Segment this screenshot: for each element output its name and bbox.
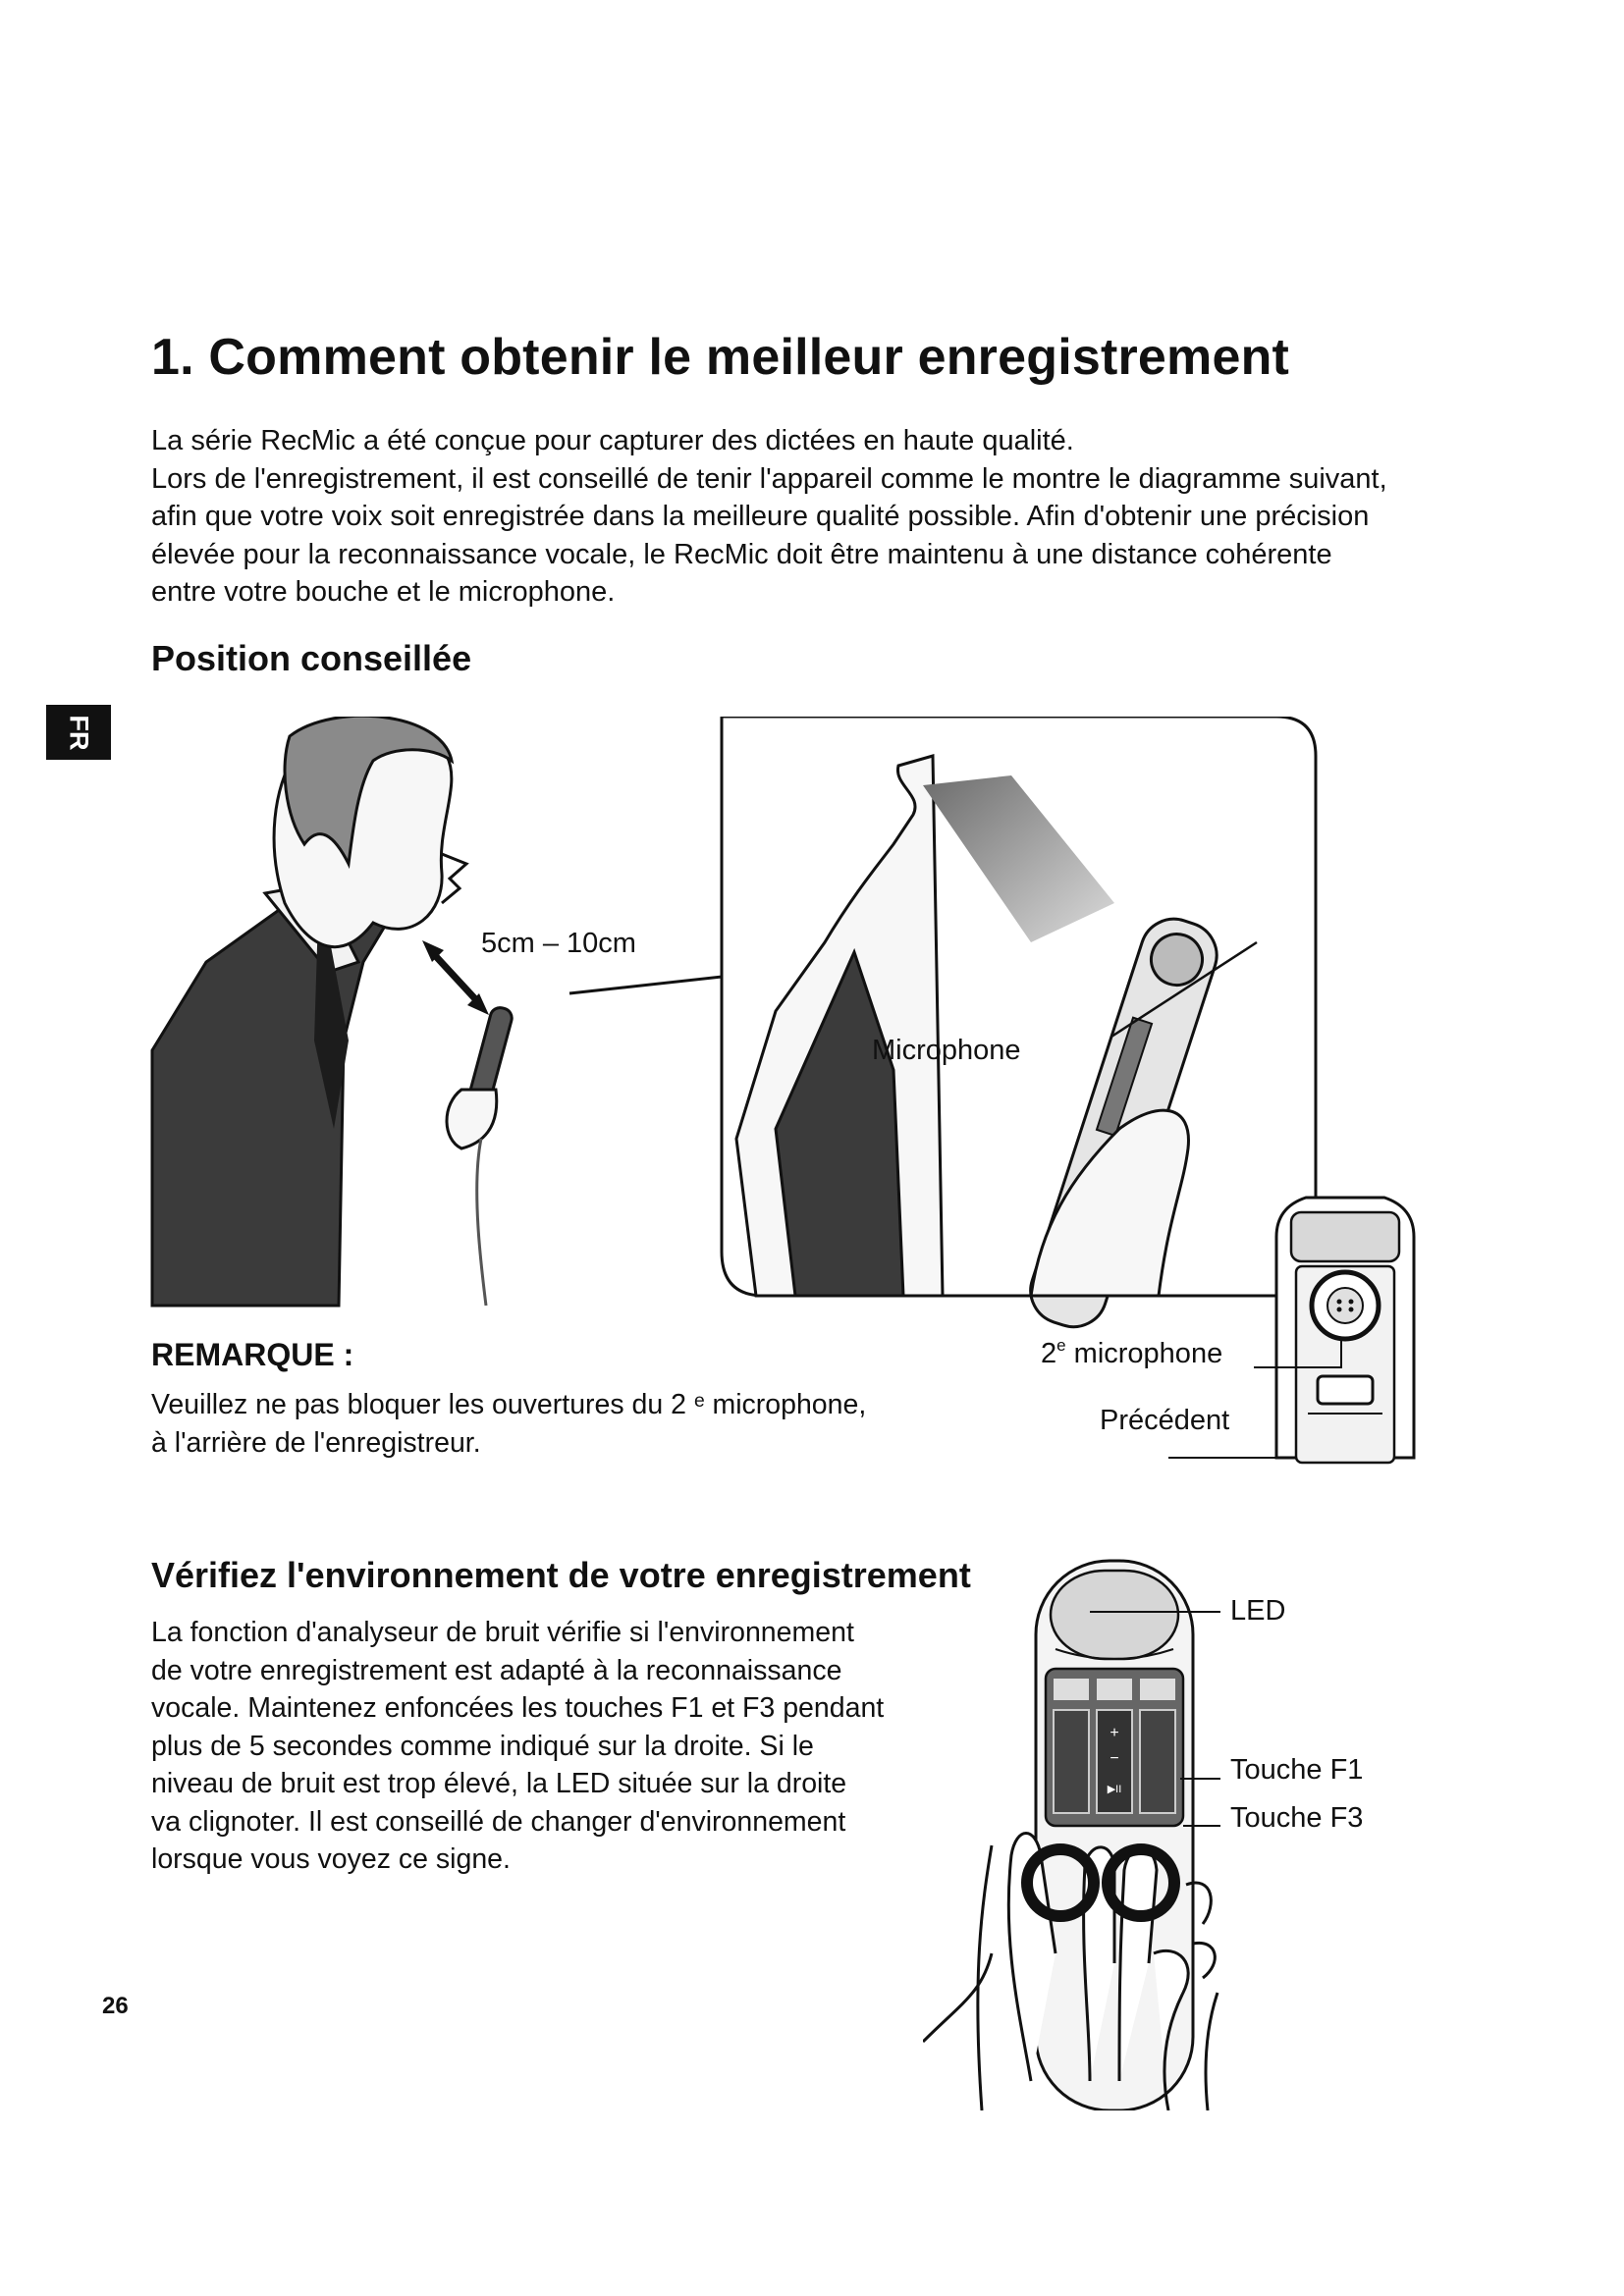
f3-label: Touche F3 — [1230, 1802, 1364, 1834]
environment-line: va clignoter. Il est conseillé de changer d'environnement — [151, 1805, 846, 1838]
environment-line: niveau de bruit est trop élevé, la LED située sur la droite — [151, 1768, 847, 1799]
page-number: 26 — [102, 1993, 129, 2019]
led-label: LED — [1230, 1595, 1286, 1627]
person-illustration — [152, 717, 514, 1306]
intro-line: Lors de l'enregistrement, il est conseillé de tenir l'appareil comme le montre le diagramme suivant, — [151, 462, 1387, 495]
environment-heading: Vérifiez l'environnement de votre enregistrement — [151, 1555, 971, 1595]
second-microphone-label: 2e microphone — [1041, 1336, 1223, 1369]
environment-line: vocale. Maintenez enfoncées les touches F1 et F3 pendant — [151, 1692, 885, 1724]
distance-label: 5cm – 10cm — [481, 928, 636, 959]
remark-body — [151, 1386, 866, 1463]
intro-line: entre votre bouche et le microphone. — [151, 576, 616, 608]
intro-line: afin que votre voix soit enregistrée dans la meilleure qualité possible. Afin d'obtenir une précision — [151, 501, 1370, 532]
page-title: 1. Comment obtenir le meilleur enregistrement — [151, 329, 1290, 386]
remark-title: REMARQUE : — [151, 1337, 354, 1372]
remark-line: à l'arrière de l'enregistreur. — [151, 1427, 481, 1459]
f1-label: Touche F1 — [1230, 1754, 1364, 1786]
environment-line: plus de 5 secondes comme indiqué sur la droite. Si le — [151, 1730, 814, 1762]
environment-line: de votre enregistrement est adapté à la reconnaissance — [151, 1654, 842, 1686]
svg-text:▶II: ▶II — [1107, 1784, 1122, 1795]
position-heading: Position conseillée — [151, 638, 472, 678]
remark-line: Veuillez ne pas bloquer les ouvertures du 2 ᵉ microphone, — [151, 1389, 867, 1420]
intro-line: élevée pour la reconnaissance vocale, le RecMic doit être maintenu à une distance cohérente — [151, 538, 1332, 570]
svg-text:+: + — [1110, 1725, 1119, 1741]
environment-line: lorsque vous voyez ce signe. — [151, 1843, 511, 1875]
language-tab-label: FR — [64, 715, 94, 750]
intro-paragraph — [151, 422, 1387, 612]
environment-paragraph — [151, 1614, 884, 1879]
closeup-panel — [722, 717, 1316, 1335]
svg-text:−: − — [1110, 1750, 1119, 1767]
distance-arrow — [422, 940, 489, 1015]
environment-line: La fonction d'analyseur de bruit vérifie si l'environnement — [151, 1617, 854, 1648]
intro-line: La série RecMic a été conçue pour capturer des dictées en haute qualité. — [151, 425, 1074, 456]
back-label: Précédent — [1100, 1405, 1230, 1436]
microphone-label: Microphone — [872, 1035, 1021, 1066]
language-tab — [46, 705, 111, 760]
